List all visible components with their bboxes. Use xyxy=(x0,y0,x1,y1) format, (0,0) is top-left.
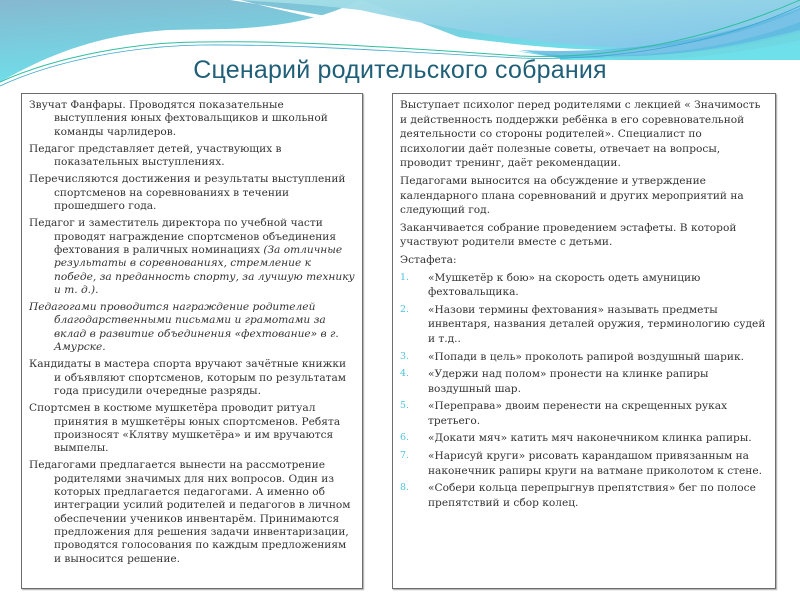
left-paragraph: Педагог представляет детей, участвующих в показательных выступлениях. xyxy=(29,142,282,169)
slide-title: Сценарий родительского собрания xyxy=(193,56,607,84)
list-number: 1. xyxy=(400,271,410,283)
relay-item-text: «Удержи над полом» пронести на клинке рапиры воздушный шар. xyxy=(428,368,709,395)
relay-item-text: «Назови термины фехтования» называть предметы инвентаря, названия деталей оружия, терминологию судей и т.д.. xyxy=(428,303,766,345)
right-paragraph: Заканчивается собрание проведением эстафеты. В которой участвуют родители вместе с детьми. xyxy=(400,221,737,249)
relay-item xyxy=(400,399,769,428)
relay-item xyxy=(400,481,769,510)
list-number: 7. xyxy=(400,450,410,462)
relay-item-text: «Переправа» двоим перенести на скрещенных руках третьего. xyxy=(428,400,728,427)
list-number: 4. xyxy=(400,368,410,380)
right-paragraph: Педагогами выносится на обсуждение и утверждение календарного плана соревнований и других мероприятий на следующий год. xyxy=(400,174,744,217)
list-number: 3. xyxy=(400,350,410,362)
right-text-panel xyxy=(392,93,776,589)
list-number: 2. xyxy=(400,303,410,315)
relay-heading: Эстафета: xyxy=(400,253,457,266)
left-paragraph: Кандидаты в мастера спорта вручают зачётные книжки и объявляют спортсменов, которым по результатам года присудили очередные разряды. xyxy=(29,358,347,397)
left-text-panel xyxy=(21,93,363,589)
relay-item xyxy=(400,350,769,365)
relay-item xyxy=(400,449,769,478)
relay-item-text: «Собери кольца перепрыгнув препятствия» бег по полосе препятствий и сбор колец. xyxy=(428,482,756,509)
relay-item-text: «Попади в цель» проколоть рапирой воздушный шарик. xyxy=(428,350,744,363)
relay-item xyxy=(400,367,769,396)
relay-item-text: «Докати мяч» катить мяч наконечником клинка рапиры. xyxy=(428,432,752,445)
relay-item xyxy=(400,431,769,446)
list-number: 8. xyxy=(400,482,410,494)
list-number: 6. xyxy=(400,432,410,444)
left-paragraph xyxy=(29,217,356,297)
left-paragraph: Педагогами проводится награждение родителей благодарственными письмами и грамотами за вклад в развитие объединения «фехтование» в г. Амурске. xyxy=(29,301,339,354)
list-number: 5. xyxy=(400,400,410,412)
left-paragraph: Перечисляются достижения и результаты выступлений спортсменов на соревнованиях в течении прошедшего года. xyxy=(29,173,346,213)
left-paragraph: Спортсмен в костюме мушкетёра проводит ритуал принятия в мушкетёры юных спортсменов. Ребята произносят «Клятву мушкетёра» и им вручаются вымпелы. xyxy=(29,402,341,455)
relay-item xyxy=(400,303,769,347)
right-paragraph: Выступает психолог перед родителями с лекцией « Значимость и действенность поддержки ребёнка в его соревновательной деятельности со стороны родителей». Специалист по психологии даёт полезные советы, отвечает на вопросы, проводит тренинг, даёт рекомендации. xyxy=(400,99,761,170)
paragraph-italic-text: (За отличные результаты в соревнованиях, стремление к победе, за преданность спорту, за лучшую технику и т. д.). xyxy=(54,243,355,296)
relay-item-text: «Нарисуй круги» рисовать карандашом привязанным на наконечник рапиры круги на ватмане приколотом к стене. xyxy=(428,450,762,477)
left-paragraph: Педагогами предлагается вынести на рассмотрение родителями значимых для них вопросов. Один из которых предлагается педагогами. А именно об интеграции усилий родителей и педагогов в личном обеспечении учеников инвентарём. Принимаются предложения для решения задачи инвентаризации, проводятся голосования по каждым предложениям и выносится решение. xyxy=(29,459,351,565)
paragraph-text: Педагог и заместитель директора по учебной части проводят награждение спортсменов объединения фехтования в раличных номинациях xyxy=(29,217,337,256)
left-paragraph: Звучат Фанфары. Проводятся показательные выступления юных фехтовальщиков и школьной команды чарлидеров. xyxy=(29,99,328,138)
relay-item-text: «Мушкетёр к бою» на скорость одеть амуницию фехтовальщика. xyxy=(428,271,701,299)
relay-item xyxy=(400,271,769,300)
relay-list xyxy=(400,271,769,511)
